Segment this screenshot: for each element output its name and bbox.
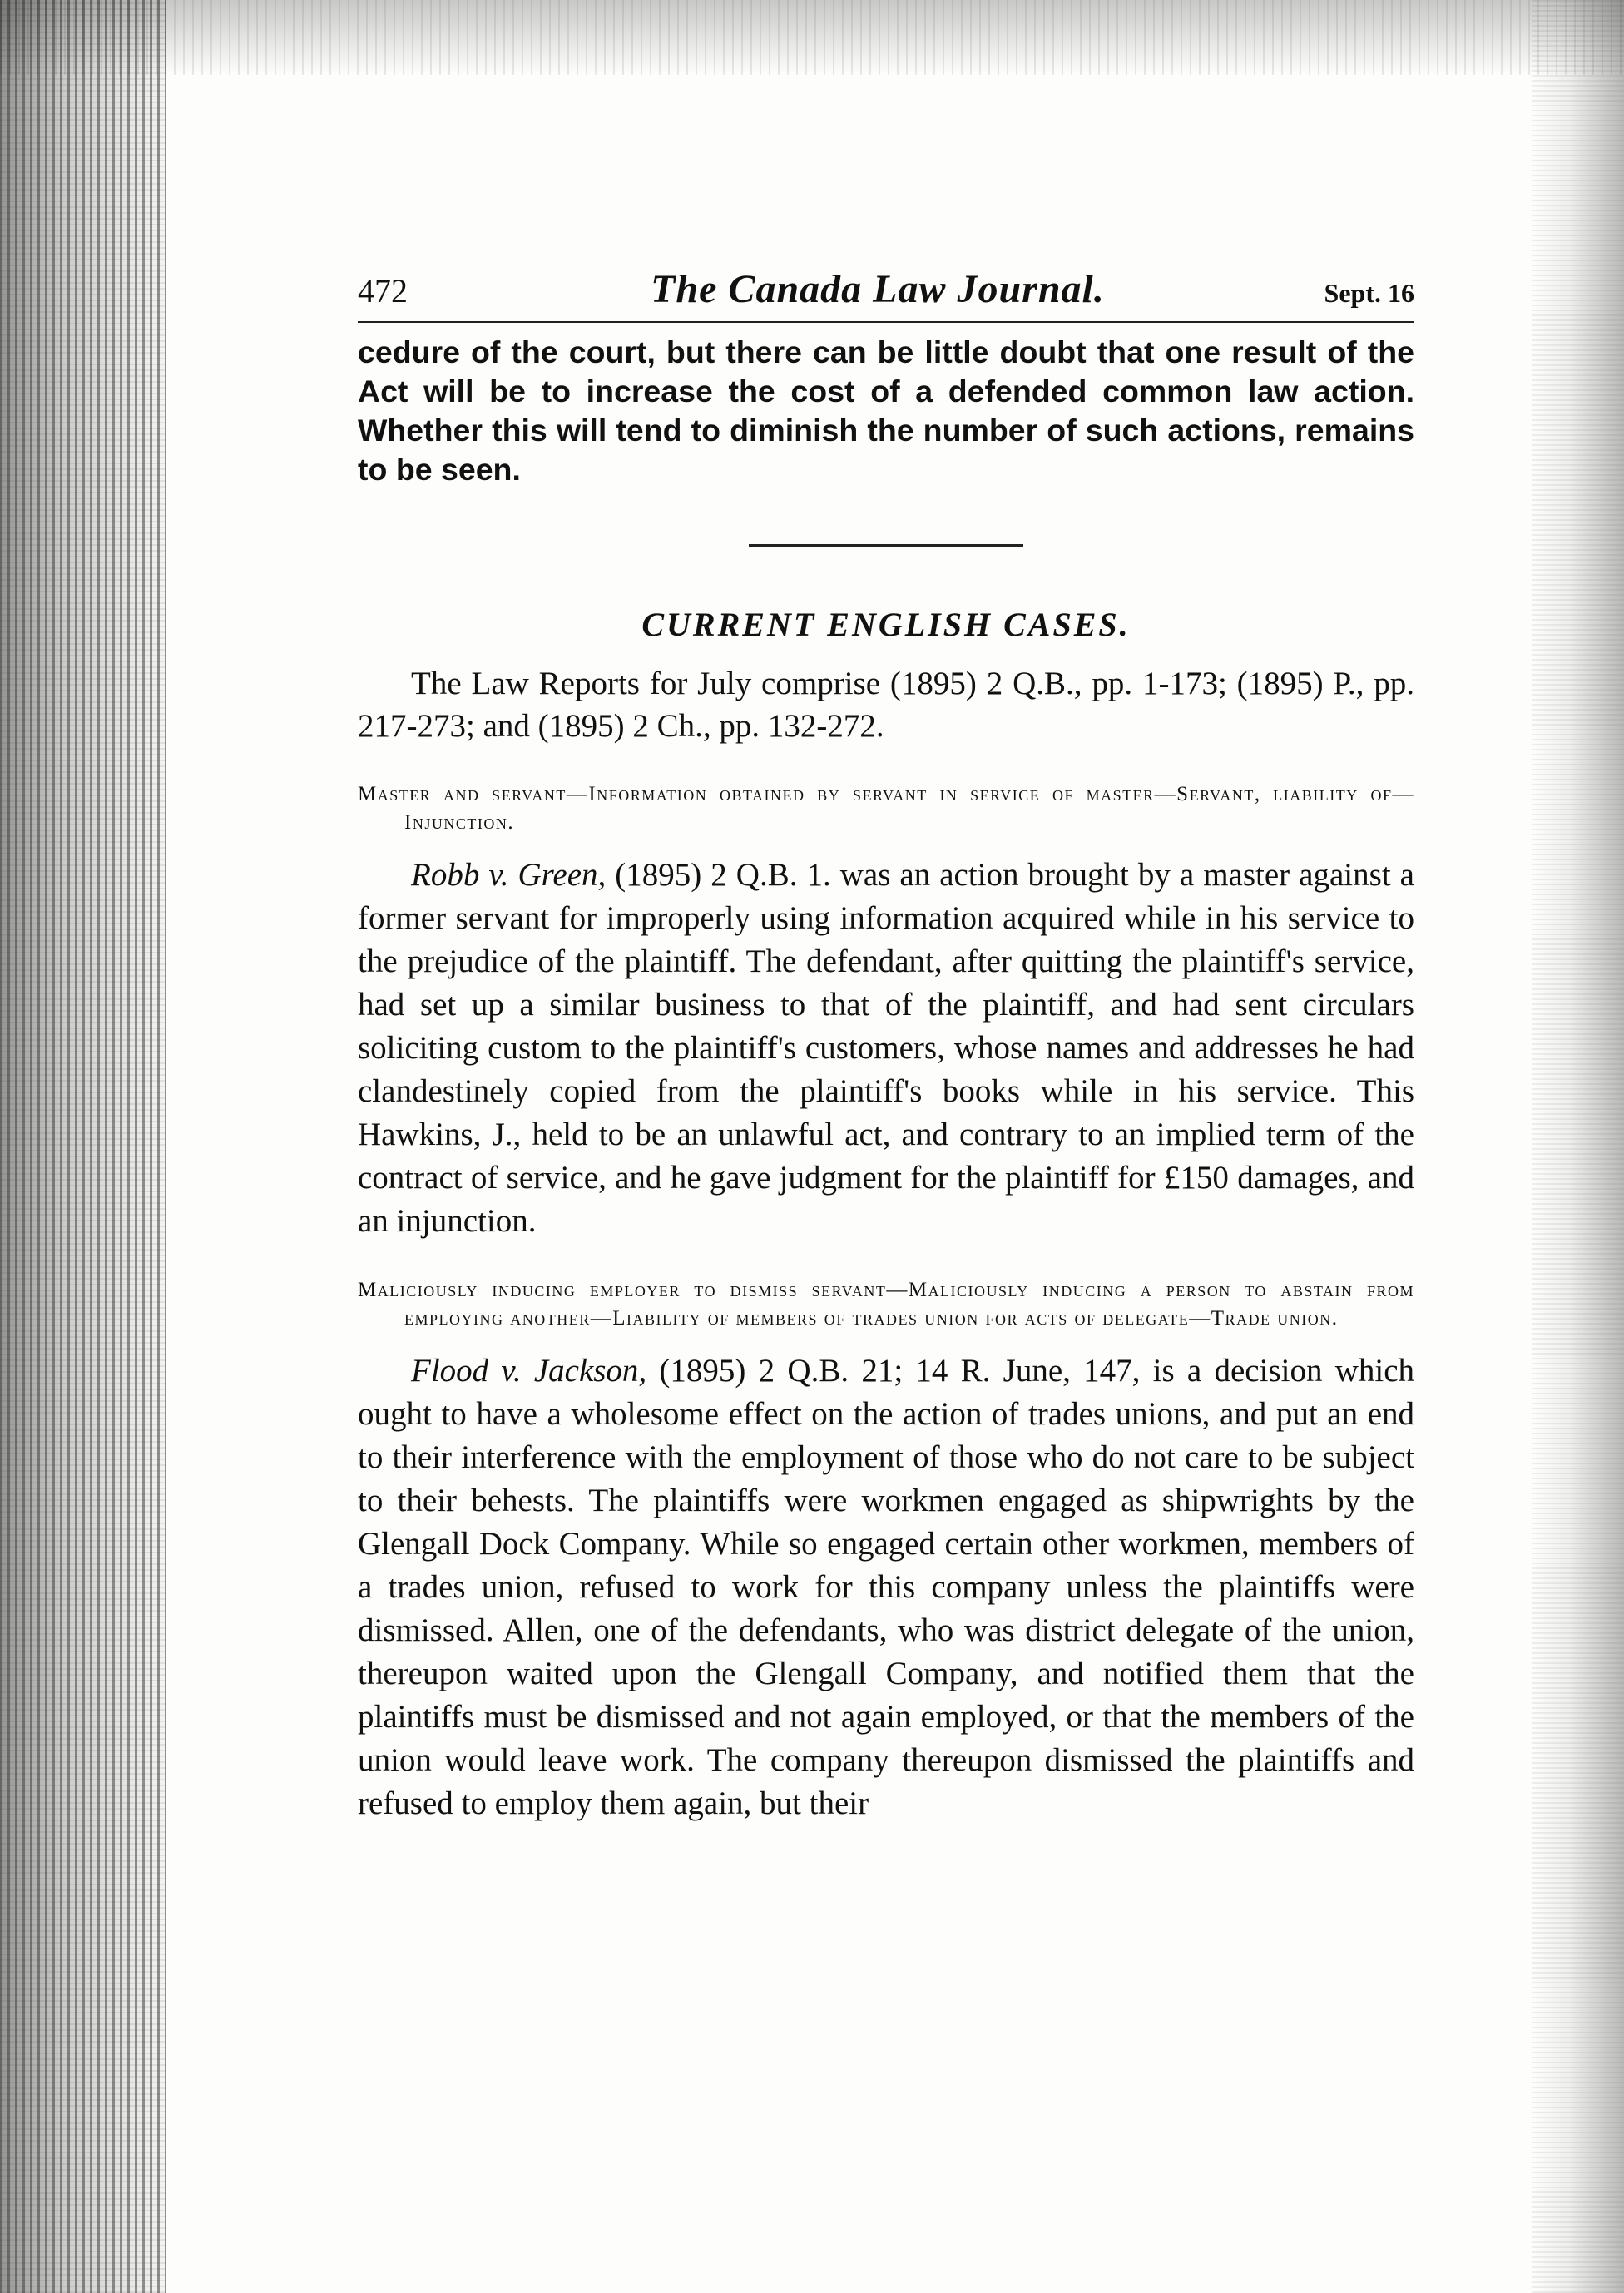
page-content — [358, 266, 1414, 1825]
page-number: 472 — [358, 272, 408, 310]
law-reports-paragraph: The Law Reports for July comprise (1895) 2 Q.B., pp. 1-173; (1895) P., pp. 217-273; and (1895) 2 Ch., pp. 132-272. — [358, 666, 1414, 744]
running-head — [358, 266, 1414, 323]
scan-edge-left — [0, 0, 166, 2293]
scan-edge-top — [0, 0, 1624, 75]
case-text: (1895) 2 Q.B. 1. was an action brought by a master against a former servant for improperly using information acquired while in his service to the prejudice of the plaintiff. The defendant, after quitting the plaintiff's service, had set up a similar business to that of the plaintiff, and had sent circulars soliciting custom to the plaintiff's customers, whose names and addresses he had clandestinely copied from the plaintiff's books while in his service. This Hawkins, J., held to be an unlawful act, and contrary to an implied term of the contract of service, and he gave judgment for the plaintiff for £150 damages, and an injunction. — [358, 857, 1414, 1239]
scan-edge-right — [1532, 0, 1624, 2293]
journal-title: The Canada Law Journal. — [651, 267, 1105, 311]
case-headnote: Master and servant—Information obtained by servant in service of master—Servant, liability of—Injunction. — [358, 783, 1414, 834]
issue-date: Sept. 16 — [1324, 278, 1414, 308]
case-name: Flood v. Jackson, — [411, 1353, 647, 1389]
section-divider — [749, 544, 1023, 547]
case-text: (1895) 2 Q.B. 21; 14 R. June, 147, is a decision which ought to have a wholesome effect on the action of trades unions, and put an end to their interference with the employment of those who do not care to be subject to their behests. The plaintiffs were workmen engaged as shipwrights by the Glengall Dock Company. While so engaged certain other workmen, members of a trades union, refused to work for this company unless the plaintiffs were dismissed. Allen, one of the defendants, who was district delegate of the union, thereupon waited upon the Glengall Company, and notified them that the plaintiffs must be dismissed and not again employed, or that the members of the union would leave work. The company thereupon dismissed the plaintiffs and refused to employ them again, but their — [358, 1353, 1414, 1821]
intro-paragraph: cedure of the court, but there can be little doubt that one result of the Act will be to increase the cost of a defended common law action. Whether this will tend to diminish the number of such actions, remains to be seen. — [358, 334, 1414, 487]
case-paragraph — [358, 1350, 1414, 1825]
case-name: Robb v. Green, — [411, 857, 607, 893]
case-paragraph — [358, 854, 1414, 1243]
case-headnote: Maliciously inducing employer to dismiss servant—Maliciously inducing a person to abstain from employing another—Liability of members of trades union for acts of delegate—Trade union. — [358, 1279, 1414, 1330]
section-heading: CURRENT ENGLISH CASES. — [641, 606, 1131, 643]
